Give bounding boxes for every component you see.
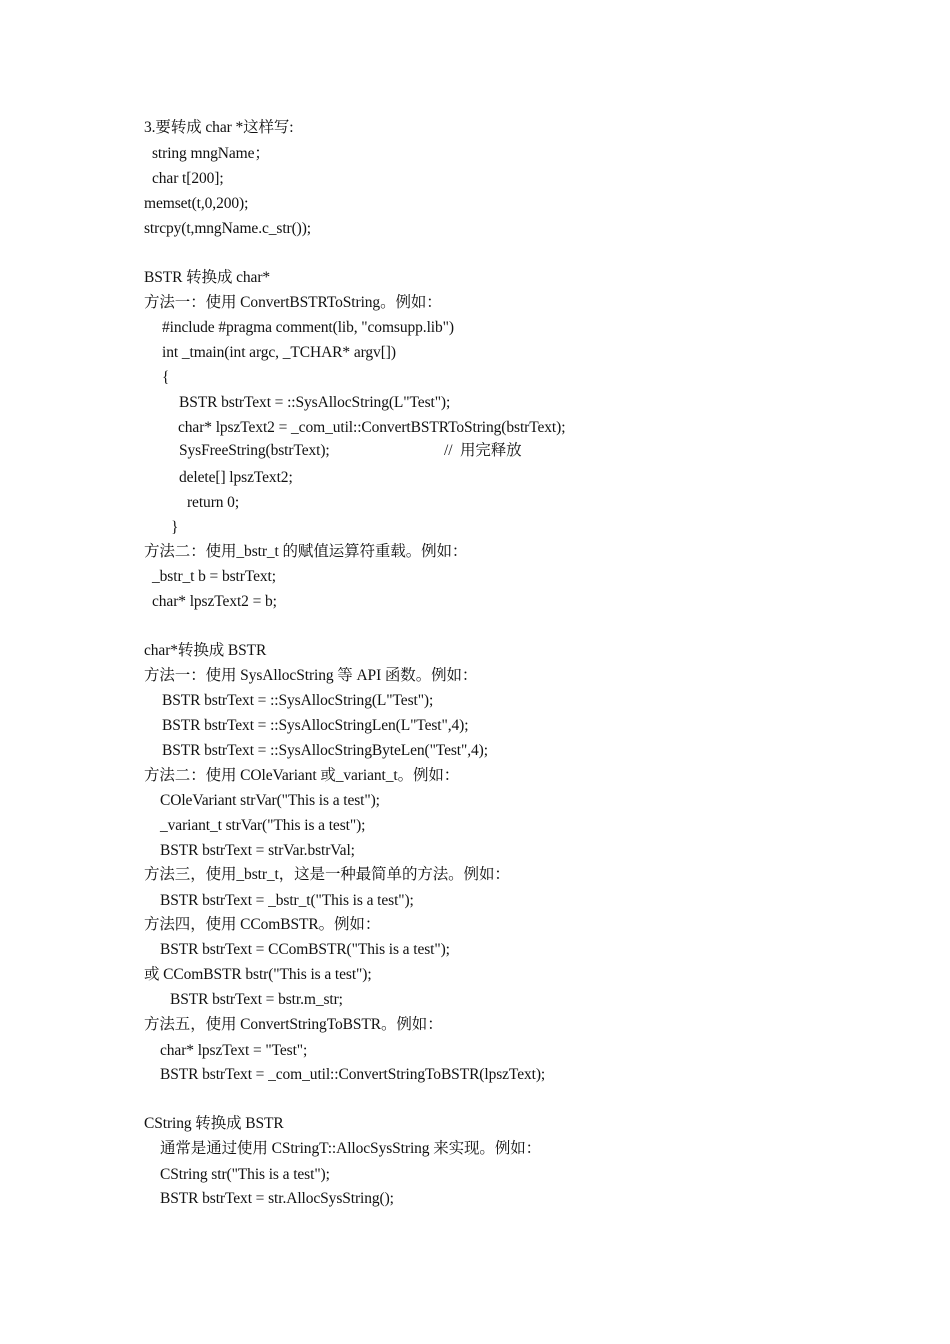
code-line: BSTR bstrText = ::SysAllocString(L"Test"); — [179, 394, 451, 411]
code-line: { — [162, 369, 170, 386]
code-line: CString str("This is a test"); — [160, 1166, 330, 1183]
text-line: 3.要转成 char *这样写: — [144, 119, 294, 136]
text-line: 通常是通过使用 CStringT::AllocSysString 来实现。例如： — [160, 1140, 542, 1157]
method-line: 方法四，使用 CComBSTR。例如： — [144, 916, 381, 933]
code-line: return 0; — [187, 494, 240, 511]
code-line: int _tmain(int argc, _TCHAR* argv[]) — [162, 344, 396, 361]
method-line: 方法二：使用_bstr_t 的赋值运算符重载。例如： — [144, 543, 468, 560]
code-line: char* lpszText2 = _com_util::ConvertBSTRToString(bstrText); — [178, 419, 566, 436]
code-line: _bstr_t b = bstrText; — [152, 568, 276, 585]
code-line: BSTR bstrText = str.AllocSysString(); — [160, 1190, 394, 1207]
code-line: char t[200]; — [152, 170, 224, 187]
code-line: char* lpszText = "Test"; — [160, 1042, 308, 1059]
method-line: 方法三，使用_bstr_t，这是一种最简单的方法。例如： — [144, 866, 510, 883]
code-line: BSTR bstrText = ::SysAllocString(L"Test"); — [162, 692, 434, 709]
code-comment: // 用完释放 — [444, 442, 522, 459]
code-line: COleVariant strVar("This is a test"); — [160, 792, 380, 809]
code-line: BSTR bstrText = _com_util::ConvertStringToBSTR(lpszText); — [160, 1066, 546, 1083]
method-line: 方法五，使用 ConvertStringToBSTR。例如： — [144, 1016, 443, 1033]
code-line: _variant_t strVar("This is a test"); — [160, 817, 366, 834]
code-line: BSTR bstrText = ::SysAllocStringLen(L"Test",4); — [162, 717, 469, 734]
code-line: strcpy(t,mngName.c_str()); — [144, 220, 311, 237]
section-heading: CString 转换成 BSTR — [144, 1115, 284, 1132]
code-line: char* lpszText2 = b; — [152, 593, 277, 610]
method-line: 方法一：使用 ConvertBSTRToString。例如： — [144, 294, 442, 311]
method-line: 方法二：使用 COleVariant 或_variant_t。例如： — [144, 767, 460, 784]
code-line: string mngName； — [152, 145, 270, 162]
code-line: SysFreeString(bstrText); — [179, 442, 330, 459]
section-heading: char*转换成 BSTR — [144, 642, 267, 659]
code-line: memset(t,0,200); — [144, 195, 249, 212]
code-line: BSTR bstrText = bstr.m_str; — [170, 991, 343, 1008]
code-line: } — [171, 519, 179, 536]
code-line: delete[] lpszText2; — [179, 469, 293, 486]
code-line: BSTR bstrText = ::SysAllocStringByteLen("Test",4); — [162, 742, 488, 759]
code-line: #include #pragma comment(lib, "comsupp.lib") — [162, 319, 454, 336]
section-heading: BSTR 转换成 char* — [144, 269, 271, 286]
method-line: 方法一：使用 SysAllocString 等 API 函数。例如： — [144, 667, 478, 684]
code-line: BSTR bstrText = CComBSTR("This is a test"); — [160, 941, 450, 958]
code-line: BSTR bstrText = strVar.bstrVal; — [160, 842, 355, 859]
text-line: 或 CComBSTR bstr("This is a test"); — [144, 966, 372, 983]
code-line: BSTR bstrText = _bstr_t("This is a test"); — [160, 892, 414, 909]
